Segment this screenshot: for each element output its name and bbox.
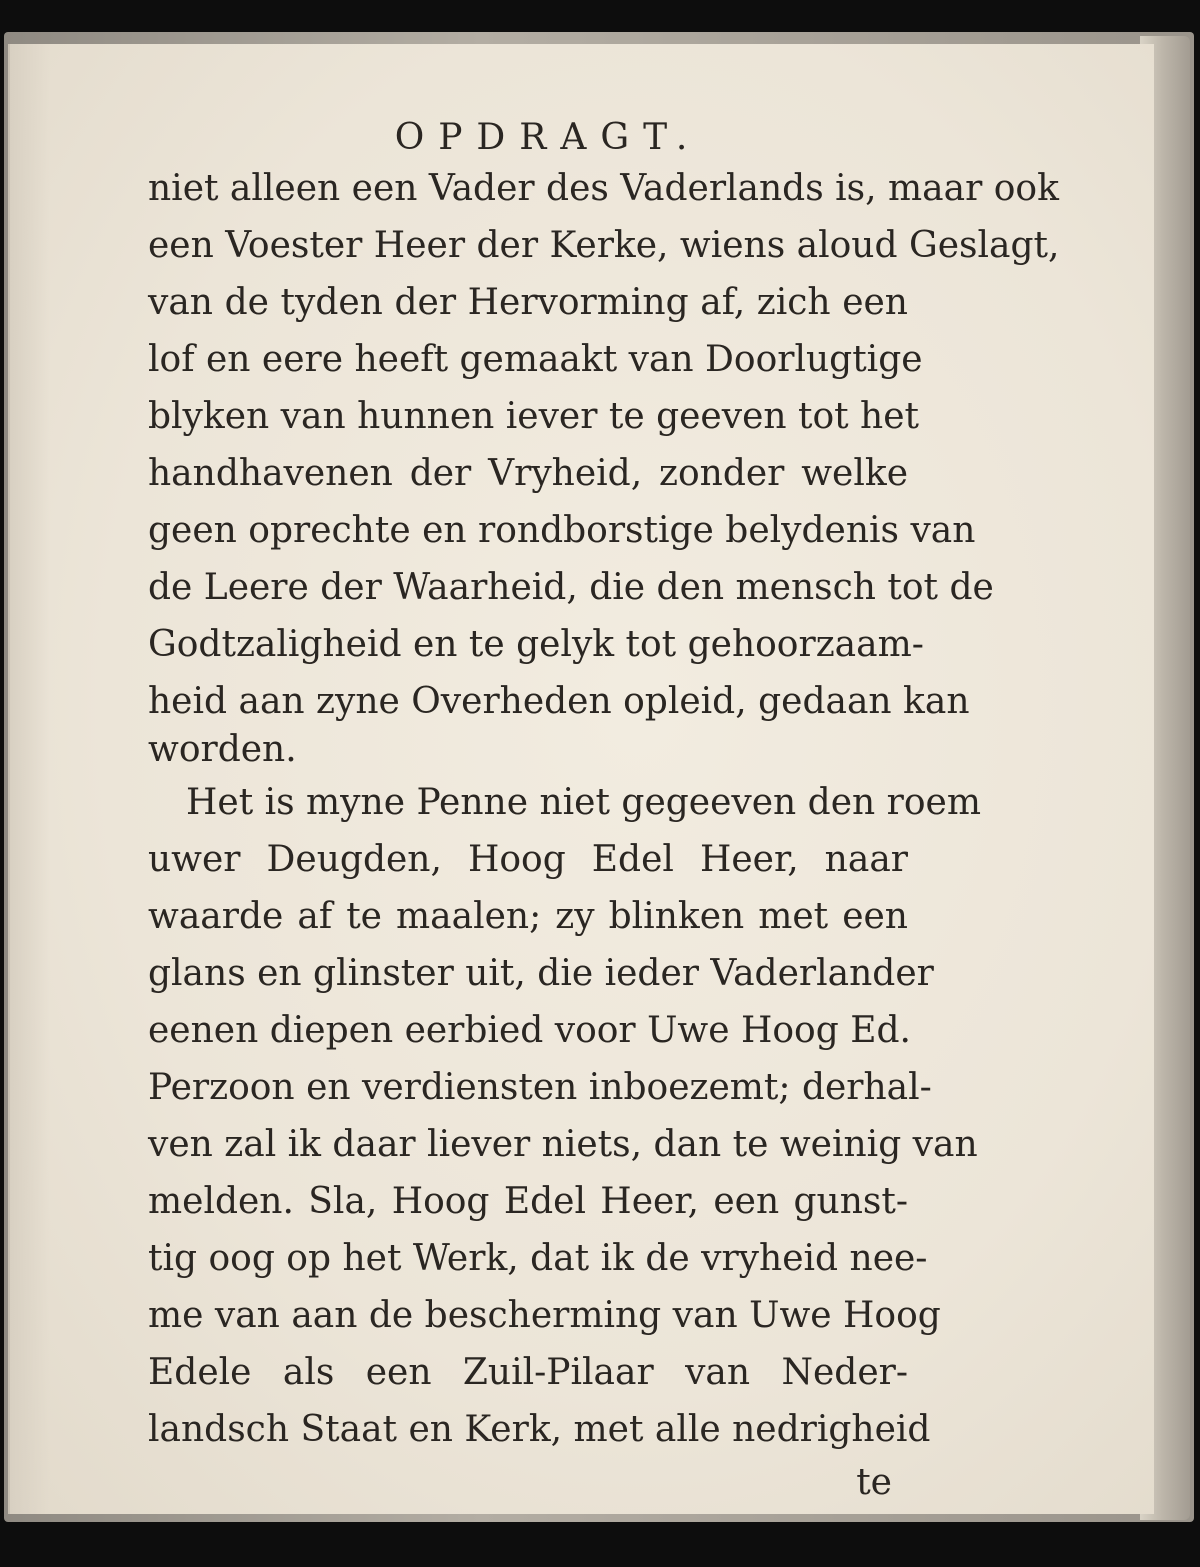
text-line: heid aan zyne Overheden opleid, gedaan kan <box>148 681 970 722</box>
text-line: geen oprechte en rondborstige belydenis van <box>148 510 976 551</box>
text-line: Edele als een Zuil-Pilaar van Neder- <box>148 1352 908 1393</box>
text-line: melden. Sla, Hoog Edel Heer, een gunst- <box>148 1181 908 1222</box>
text-line: van de tyden der Hervorming af, zich een <box>148 282 908 323</box>
text-line: een Voester Heer der Kerke, wiens aloud Geslagt, <box>148 225 1060 266</box>
text-line: de Leere der Waarheid, die den mensch tot de <box>148 567 994 608</box>
catchword: te <box>856 1462 892 1503</box>
text-line: me van aan de bescherming van Uwe Hoog <box>148 1295 941 1336</box>
text-line: Het is myne Penne niet gegeeven den roem <box>186 782 981 823</box>
text-line: ven zal ik daar liever niets, dan te weinig van <box>148 1124 978 1165</box>
text-line: landsch Staat en Kerk, met alle nedrigheid <box>148 1409 931 1450</box>
text-line: Godtzaligheid en te gelyk tot gehoorzaam- <box>148 624 924 665</box>
book-page <box>8 44 1154 1514</box>
text-line: uwer Deugden, Hoog Edel Heer, naar <box>148 839 908 880</box>
text-block <box>148 116 1060 1508</box>
page-heading: OPDRAGT. <box>394 117 702 158</box>
text-line: worden. <box>148 729 297 770</box>
text-line: waarde af te maalen; zy blinken met een <box>148 896 908 937</box>
page-gutter <box>10 44 50 1514</box>
text-line: handhavenen der Vryheid, zonder welke <box>148 453 908 494</box>
text-line: Perzoon en verdiensten inboezemt; derhal- <box>148 1067 932 1108</box>
text-line: niet alleen een Vader des Vaderlands is, maar ook <box>148 168 1059 209</box>
text-line: tig oog op het Werk, dat ik de vryheid nee- <box>148 1238 928 1279</box>
text-line: eenen diepen eerbied voor Uwe Hoog Ed. <box>148 1010 911 1051</box>
text-line: blyken van hunnen iever te geeven tot het <box>148 396 920 437</box>
text-line: lof en eere heeft gemaakt van Doorlugtige <box>148 339 923 380</box>
text-line: glans en glinster uit, die ieder Vaderlander <box>148 953 934 994</box>
